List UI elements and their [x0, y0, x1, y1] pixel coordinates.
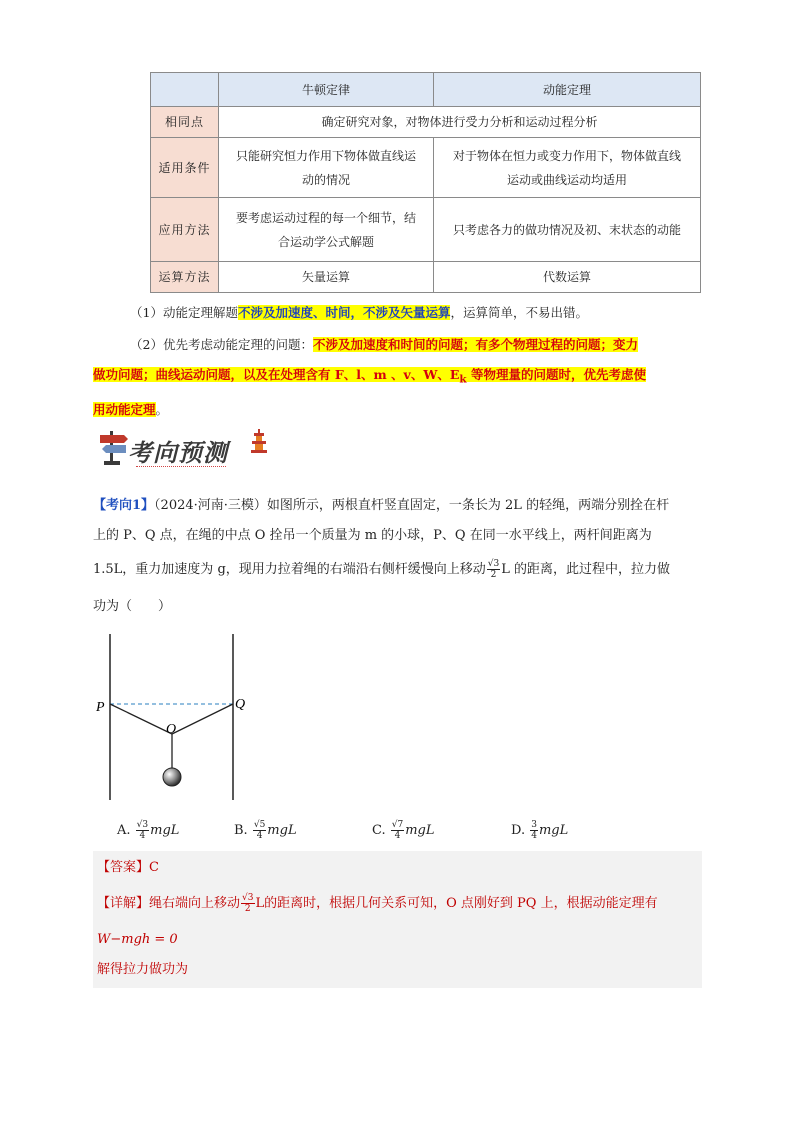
question-line-3: [93, 555, 703, 585]
note-2: [93, 330, 703, 425]
fraction-numerator: √3: [136, 820, 149, 830]
note-2-highlight-b: [93, 367, 646, 386]
cell-line: 要考虑运动过程的每一个细节，结: [235, 210, 416, 225]
table-cell: 只考虑各力的做功情况及初、末状态的动能: [434, 198, 701, 262]
cell-line: 运动或曲线运动均适用: [507, 172, 628, 187]
option-key: D.: [511, 823, 526, 838]
table-cell: 代数运算: [434, 262, 701, 293]
option-expr: mgL: [267, 823, 297, 838]
table-header-row: [151, 73, 701, 107]
option-fraction: [253, 820, 266, 841]
table-row: [151, 138, 701, 198]
detail-tag: 【详解】: [97, 896, 150, 911]
table-header-kinetic: 动能定理: [434, 73, 701, 107]
question-text-3a: 1.5L，重力加速度为 g，现用力拉着绳的右端沿右侧杆缓慢向上移动: [93, 562, 486, 577]
option-expr: mgL: [150, 823, 180, 838]
note-1: [130, 298, 740, 328]
table-row: [151, 262, 701, 293]
fraction-denominator: 2: [244, 904, 251, 914]
note-2-text-c: 等物理量的问题时，优先考虑使: [466, 367, 646, 382]
note-2-text-b: 做功问题；曲线运动问题，以及在处理含有 F、l、m 、v、W、E: [93, 367, 460, 382]
row-label: 运算方法: [151, 262, 219, 293]
fraction-denominator: 4: [139, 831, 146, 841]
fraction-denominator: 4: [394, 831, 401, 841]
option-d[interactable]: [511, 820, 568, 841]
detail-text-a: 绳右端向上移动: [149, 896, 241, 911]
answer-label: 【答案】C: [97, 860, 159, 875]
pagoda-icon: [251, 429, 267, 453]
fraction-numerator: 3: [531, 820, 537, 830]
cell-line: 对于物体在恒力或变力作用下，物体做直线: [453, 148, 682, 163]
answer-detail: [97, 889, 658, 919]
note-1-highlight: 不涉及加速度、时间，不涉及矢量运算: [237, 305, 451, 320]
option-fraction: [136, 820, 149, 841]
option-b[interactable]: [234, 820, 297, 841]
answer-box: [93, 851, 702, 988]
table-cell: [218, 138, 433, 198]
row-label: 相同点: [151, 107, 219, 138]
fraction-numerator: √3: [242, 893, 254, 903]
banner-title: 考向预测: [128, 439, 228, 467]
note-2-end: 。: [155, 401, 169, 417]
row-label: 适用条件: [151, 138, 219, 198]
ball: [163, 768, 181, 786]
label-p: P: [96, 700, 105, 715]
section-banner: [98, 423, 278, 471]
table-cell: [434, 138, 701, 198]
option-fraction: [391, 820, 404, 841]
label-o: O: [166, 722, 177, 737]
option-fraction: [530, 820, 538, 841]
fraction-numerator: √5: [253, 820, 266, 830]
table-cell: 确定研究对象，对物体进行受力分析和运动过程分析: [218, 107, 700, 138]
detail-text-b: L的距离时，根据几何关系可知，O 点刚好到 PQ 上，根据动能定理有: [255, 896, 658, 911]
note-2-subscript: k: [459, 373, 467, 386]
option-expr: mgL: [405, 823, 435, 838]
cell-line: 只能研究恒力作用下物体做直线运: [235, 148, 416, 163]
note-2-highlight-a: 不涉及加速度和时间的问题；有多个物理过程的问题；变力: [312, 337, 638, 352]
answer-equation: W−mgh = 0: [97, 932, 178, 947]
option-expr: mgL: [538, 823, 569, 838]
option-key: A.: [117, 823, 131, 838]
banner-underline: [136, 463, 226, 467]
question-line-2: [93, 525, 703, 547]
option-key: B.: [234, 823, 248, 838]
fraction-numerator: √3: [487, 559, 500, 569]
label-q: Q: [235, 697, 246, 712]
note-2-highlight-d: 用动能定理: [93, 401, 156, 417]
table-header-newton: 牛顿定律: [218, 73, 433, 107]
question-tag: 【考向1】: [93, 498, 155, 513]
note-1-prefix: （1）动能定理解题: [130, 305, 238, 320]
question-fraction: [487, 559, 500, 580]
table-cell: [218, 198, 433, 262]
cell-line: 合运动学公式解题: [277, 234, 374, 249]
question-text-1: （2024·河南·三模）如图所示，两根直杆竖直固定，一条长为 2L 的轻绳，两端分别拴在杆: [154, 498, 670, 513]
question-text-2: 上的 P、Q 点，在绳的中点 O 拴吊一个质量为 m 的小球，P、Q 在同一水平线上，两杆间距离为: [93, 528, 652, 543]
fraction-denominator: 4: [531, 831, 537, 841]
question-line-1: [93, 495, 703, 517]
options: [117, 820, 617, 844]
answer-conclusion: 解得拉力做功为: [97, 962, 189, 977]
option-key: C.: [372, 823, 386, 838]
table-row: [151, 198, 701, 262]
fraction-denominator: 4: [256, 831, 263, 841]
detail-fraction: [241, 893, 254, 914]
fraction-numerator: √7: [391, 820, 404, 830]
table-header-empty: [151, 73, 219, 107]
question-text-4: 功为（ ）: [93, 599, 172, 614]
table-cell: 矢量运算: [218, 262, 433, 293]
comparison-table: [150, 72, 701, 293]
question-line-4: [93, 596, 703, 618]
note-2-prefix: （2）优先考虑动能定理的问题：: [130, 337, 313, 352]
cell-line: 动的情况: [301, 172, 350, 187]
rope-figure: [92, 630, 262, 805]
fraction-denominator: 2: [490, 570, 497, 580]
question-text-3b: L 的距离，此过程中，拉力做: [501, 562, 670, 577]
table-row: [151, 107, 701, 138]
option-c[interactable]: [372, 820, 435, 841]
note-1-suffix: ，运算简单，不易出错。: [450, 305, 588, 320]
row-label: 应用方法: [151, 198, 219, 262]
option-a[interactable]: [117, 820, 179, 841]
